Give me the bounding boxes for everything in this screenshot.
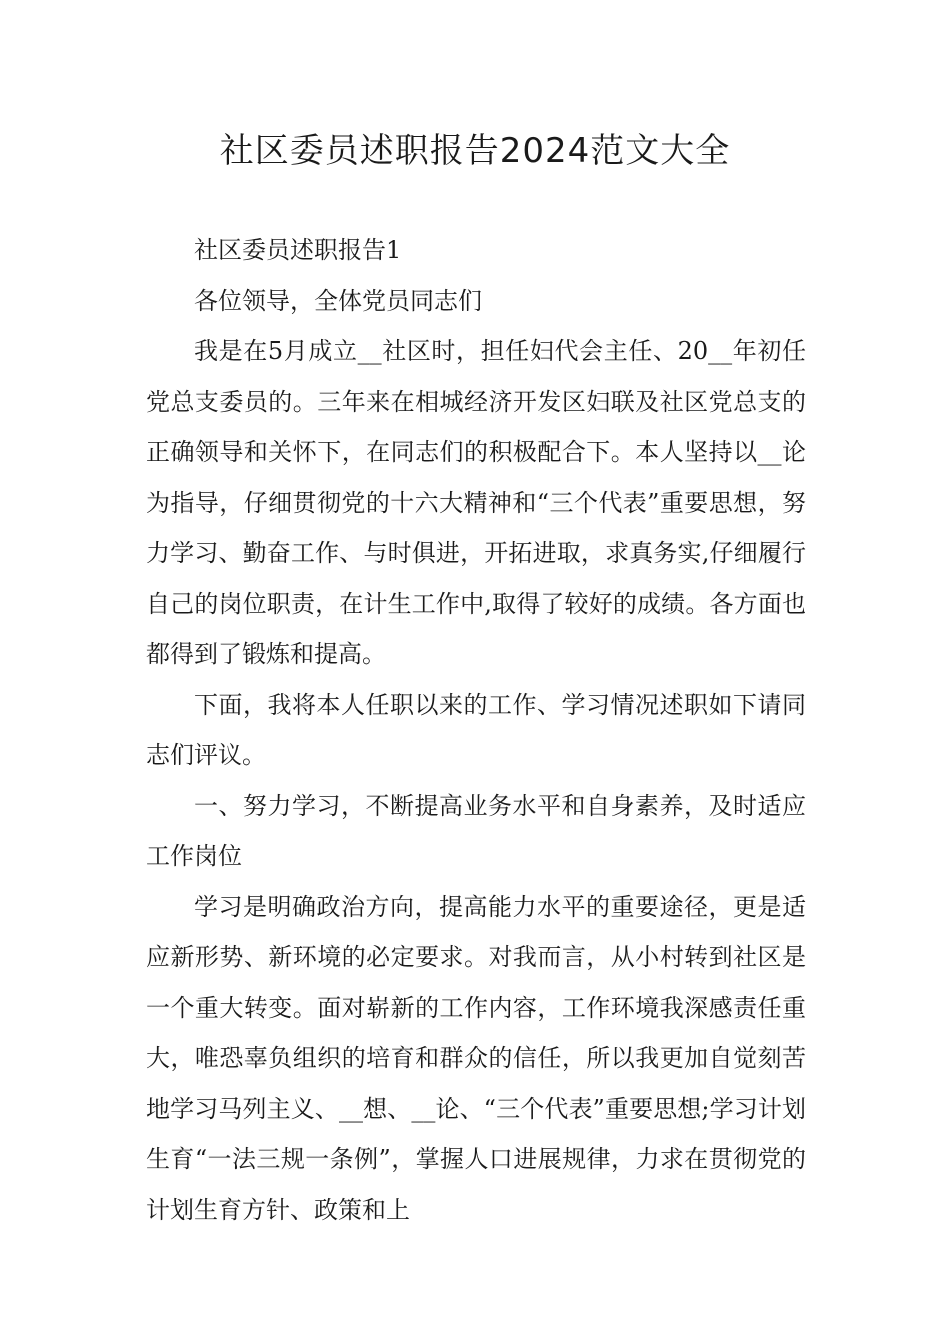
paragraph-intro: 我是在5月成立__社区时，担任妇代会主任、20__年初任党总支委员的。三年来在相城经济开发区妇联及社区党总支的正确领导和关怀下，在同志们的积极配合下。本人坚持以__论为指导，仔细贯彻党的十六大精神和“三个代表”重要思想，努力学习、勤奋工作、与时俱进，开拓进取，求真务实,仔细履行自己的岗位职责，在计生工作中,取得了较好的成绩。各方面也都得到了锻炼和提高。: [146, 337, 806, 668]
salutation: 各位领导，全体党员同志们: [194, 286, 482, 315]
paragraph-transition: 下面，我将本人任职以来的工作、学习情况述职如下请同志们评议。: [146, 690, 806, 769]
report-heading: 社区委员述职报告1: [194, 236, 402, 264]
paragraph-study: 学习是明确政治方向，提高能力水平的重要途径，更是适应新形势、新环境的必定要求。对我而言，从小村转到社区是一个重大转变。面对崭新的工作内容，工作环境我深感责任重大，唯恐辜负组织的培育和群众的信任，所以我更加自觉刻苦地学习马列主义、__想、__论、“三个代表”重要思想;学习计划生育“一法三规一条例”，掌握人口进展规律，力求在贯彻党的计划生育方针、政策和上: [146, 892, 806, 1224]
section-heading-1: 一、努力学习，不断提高业务水平和自身素养，及时适应工作岗位: [146, 791, 806, 870]
document-body: [146, 225, 806, 1235]
document-title: 社区委员述职报告2024范文大全: [219, 131, 731, 171]
